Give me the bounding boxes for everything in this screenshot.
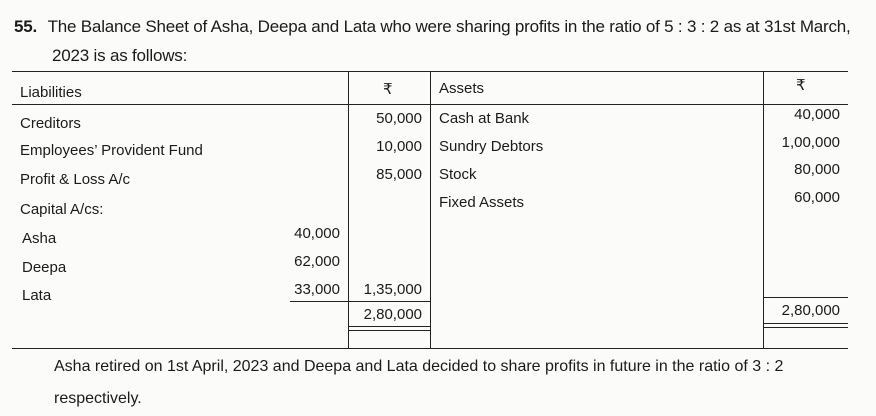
asset-amount-left-rule — [763, 71, 764, 348]
capital-label: Lata — [22, 287, 52, 304]
capital-sub-amount: 40,000 — [294, 225, 340, 242]
liability-label: Creditors — [20, 115, 81, 132]
asset-total-bottom-rule-2 — [763, 327, 848, 328]
table-bottom-rule — [12, 348, 848, 349]
asset-amount: 60,000 — [794, 189, 840, 206]
asset-label: Stock — [439, 166, 477, 183]
liab-total-bottom-rule-1 — [348, 326, 430, 327]
capital-sub-rule — [290, 301, 348, 302]
assets-total: 2,80,000 — [781, 302, 840, 319]
liability-amount: 85,000 — [376, 166, 422, 183]
capital-sub-amount: 33,000 — [294, 281, 340, 298]
asset-total-top-rule — [763, 297, 848, 298]
asset-label: Sundry Debtors — [439, 138, 544, 155]
liab-total-top-rule — [348, 301, 430, 302]
liabilities-total: 2,80,000 — [363, 306, 422, 323]
question-line-1 — [14, 17, 851, 37]
capital-label: Asha — [22, 230, 57, 247]
header-rupee-liabilities: ₹ — [383, 81, 393, 98]
liability-label: Profit & Loss A/c — [20, 171, 131, 188]
liability-label: Capital A/cs: — [20, 201, 104, 218]
footer-line-2: respectively. — [54, 390, 142, 407]
capital-sub-amount: 62,000 — [294, 253, 340, 270]
liab-total-bottom-rule-2 — [348, 330, 430, 331]
header-rupee-assets: ₹ — [796, 77, 806, 94]
liability-label: Employees’ Provident Fund — [20, 142, 203, 159]
header-assets: Assets — [439, 80, 485, 97]
question-number: 55. — [14, 17, 38, 36]
asset-amount: 40,000 — [794, 106, 840, 123]
capital-label: Deepa — [22, 259, 67, 276]
center-divider-rule — [430, 71, 431, 348]
footer-line-1: Asha retired on 1st April, 2023 and Deepa and Lata decided to share profits in future in the ratio of 3 : 2 — [54, 358, 784, 375]
liability-amount: 50,000 — [376, 110, 422, 127]
header-liabilities: Liabilities — [20, 84, 82, 101]
liability-amount: 10,000 — [376, 138, 422, 155]
liab-amount-left-rule — [348, 71, 349, 348]
question-text: The Balance Sheet of Asha, Deepa and Lata who were sharing profits in the ratio of 5 : 3 : 2 as at 31st March, — [47, 17, 851, 36]
asset-total-bottom-rule-1 — [763, 323, 848, 324]
asset-label: Fixed Assets — [439, 194, 525, 211]
question-line-2: 2023 is as follows: — [52, 46, 188, 65]
asset-label: Cash at Bank — [439, 110, 530, 127]
asset-amount: 80,000 — [794, 161, 840, 178]
asset-amount: 1,00,000 — [781, 134, 840, 151]
capital-total: 1,35,000 — [363, 281, 422, 298]
